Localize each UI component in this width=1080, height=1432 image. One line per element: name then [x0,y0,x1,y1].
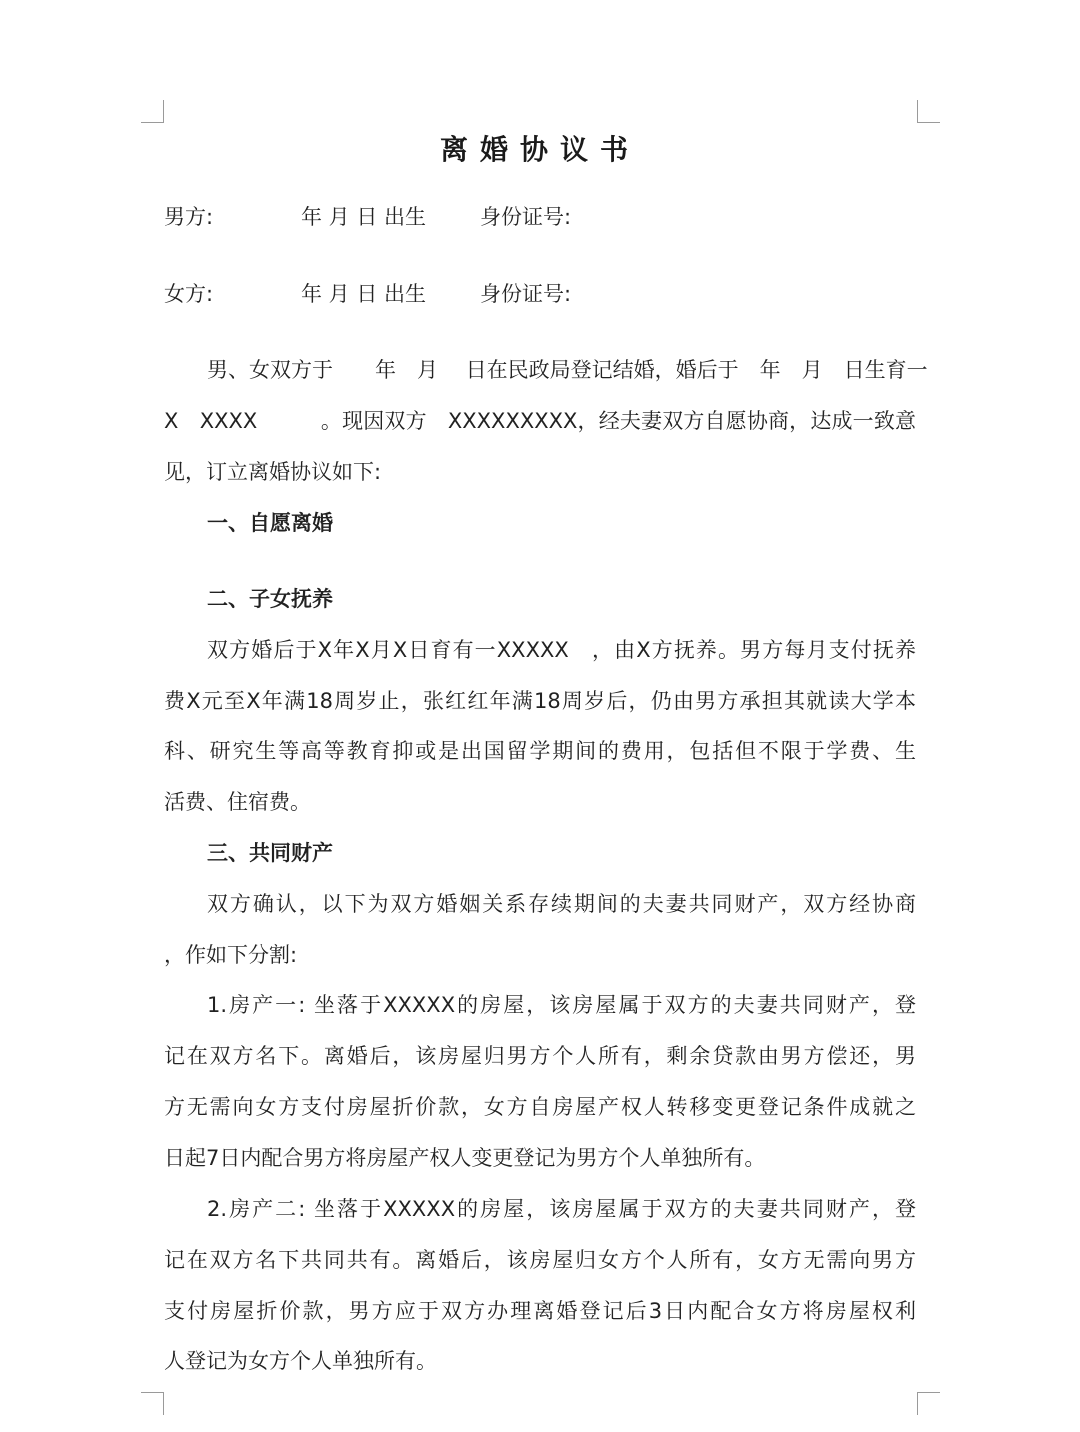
property-two-line: 人登记为女方个人单独所有。 [164,1349,437,1373]
section-heading-joint-property: 三、共同财产 [207,841,333,865]
male-label: 男方: [164,205,214,229]
property-two-line: 2.房产二: 坐落于XXXXX的房屋，该房屋属于双方的夫妻共同财产，登 [207,1197,916,1221]
joint-property-intro-line: 双方确认，以下为双方婚姻关系存续期间的夫妻共同财产，双方经协商 [207,892,916,916]
property-one-line: 1.房产一: 坐落于XXXXX的房屋，该房屋属于双方的夫妻共同财产，登 [207,993,916,1017]
child-custody-line: 活费、住宿费。 [164,790,311,814]
page-corner-mark-top-left [141,100,164,123]
female-label: 女方: [164,282,214,306]
section-heading-child-custody: 二、子女抚养 [207,587,333,611]
property-two-line: 记在双方名下共同共有。离婚后，该房屋归女方个人所有，女方无需向男方 [164,1248,916,1272]
property-one-line: 方无需向女方支付房屋折价款，女方自房屋产权人转移变更登记条件成就之 [164,1095,916,1119]
page-corner-mark-bottom-right [917,1392,940,1415]
page-corner-mark-top-right [917,100,940,123]
male-birth: 年 月 日 出生 [301,205,427,229]
page-corner-mark-bottom-left [141,1392,164,1415]
document-title: 离婚协议书 [439,133,640,166]
joint-property-intro-line: ，作如下分割: [164,943,298,967]
property-two-line: 支付房屋折价款，男方应于双方办理离婚登记后3日内配合女方将房屋权利 [164,1299,916,1323]
child-custody-line: 科、研究生等高等教育抑或是出国留学期间的费用，包括但不限于学费、生 [164,739,916,763]
female-id-label: 身份证号: [480,282,572,306]
female-birth: 年 月 日 出生 [301,282,427,306]
intro-line: X XXXX 。现因双方 XXXXXXXXX，经夫妻双方自愿协商，达成一致意 [164,409,916,433]
property-one-line: 日起7日内配合男方将房屋产权人变更登记为男方个人单独所有。 [164,1146,766,1170]
male-id-label: 身份证号: [480,205,572,229]
section-heading-voluntary-divorce: 一、自愿离婚 [207,511,333,535]
property-one-line: 记在双方名下。离婚后，该房屋归男方个人所有，剩余贷款由男方偿还，男 [164,1044,916,1068]
intro-line: 见，订立离婚协议如下: [164,460,382,484]
intro-line: 男、女双方于 年 月 日在民政局登记结婚，婚后于 年 月 日生育一 [207,358,928,382]
child-custody-line: 双方婚后于X年X月X日育有一XXXXX ，由X方抚养。男方每月支付抚养 [207,638,916,662]
child-custody-line: 费X元至X年满18周岁止，张红红年满18周岁后，仍由男方承担其就读大学本 [164,689,916,713]
